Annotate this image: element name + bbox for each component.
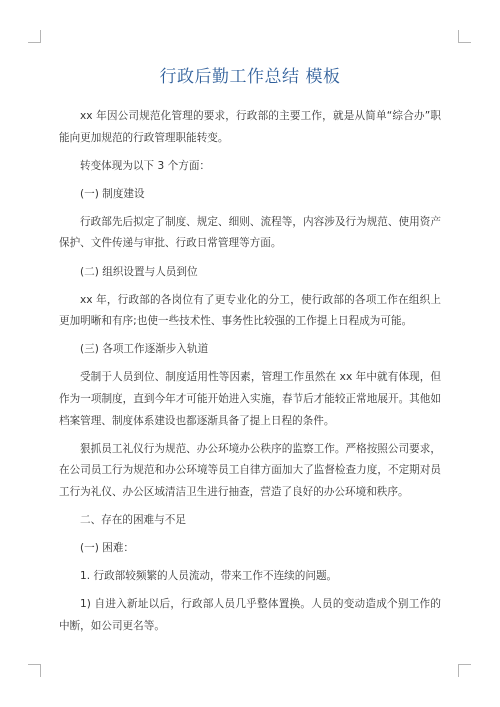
document-title: 行政后勤工作总结 模板 <box>159 67 341 87</box>
document-body <box>59 106 441 644</box>
crop-mark-bottom-right <box>458 664 471 677</box>
heading-system-building: (一) 制度建设 <box>80 187 145 200</box>
paragraph-staff-turnover: 1. 行政部较频繁的人员流动，带来工作不连续的问题。 <box>80 570 338 583</box>
paragraph-organization: xx 年，行政部的各岗位有了更专业化的分工，使行政部的各项工作在组织上更加明晰和有序;也使一些技术性、事务性比较强的工作提上日程成为可能。 <box>59 293 441 328</box>
crop-mark-top-right <box>458 30 471 43</box>
paragraph-intro: xx 年因公司规范化管理的要求，行政部的主要工作，就是从简单“综合办”职能向更加规范的行政管理职能转变。 <box>59 110 441 144</box>
paragraph-work-on-track: 受制于人员到位、制度适用性等因素，管理工作虽然在 xx 年中就有体现，但作为一项制度，直到今年才可能开始进入实施，春节后才能较正常地展开。其他如档案管理、制度体系建设也都逐渐具备了提上日程的条件。 <box>59 371 441 427</box>
heading-organization: (二) 组织设置与人员到位 <box>80 265 198 278</box>
paragraph-three-aspects: 转变体现为以下 3 个方面： <box>80 159 211 172</box>
heading-work-on-track: (三) 各项工作逐渐步入轨道 <box>80 343 209 356</box>
crop-mark-bottom-left <box>28 664 41 677</box>
paragraph-new-site: 1) 自进入新址以后，行政部人员几乎整体置换。人员的变动造成个别工作的中断，如公司更名等。 <box>59 598 441 632</box>
heading-difficulties: (一) 困难： <box>80 542 135 555</box>
heading-difficulties-and-shortcomings: 二、存在的困难与不足 <box>80 514 186 526</box>
paragraph-etiquette: 狠抓员工礼仪行为规范、办公环境办公秩序的监察工作。严格按照公司要求，在公司员工行为规范和办公环境等员工自律方面加大了监督检查力度，不定期对员工行为礼仪、办公区域清洁卫生进行抽查，营造了良好的办公环境和秩序。 <box>59 442 441 498</box>
paragraph-system-building: 行政部先后拟定了制度、规定、细则、流程等，内容涉及行为规范、使用资产保护、文件传递与审批、行政日常管理等方面。 <box>59 215 441 250</box>
crop-mark-top-left <box>28 30 41 43</box>
